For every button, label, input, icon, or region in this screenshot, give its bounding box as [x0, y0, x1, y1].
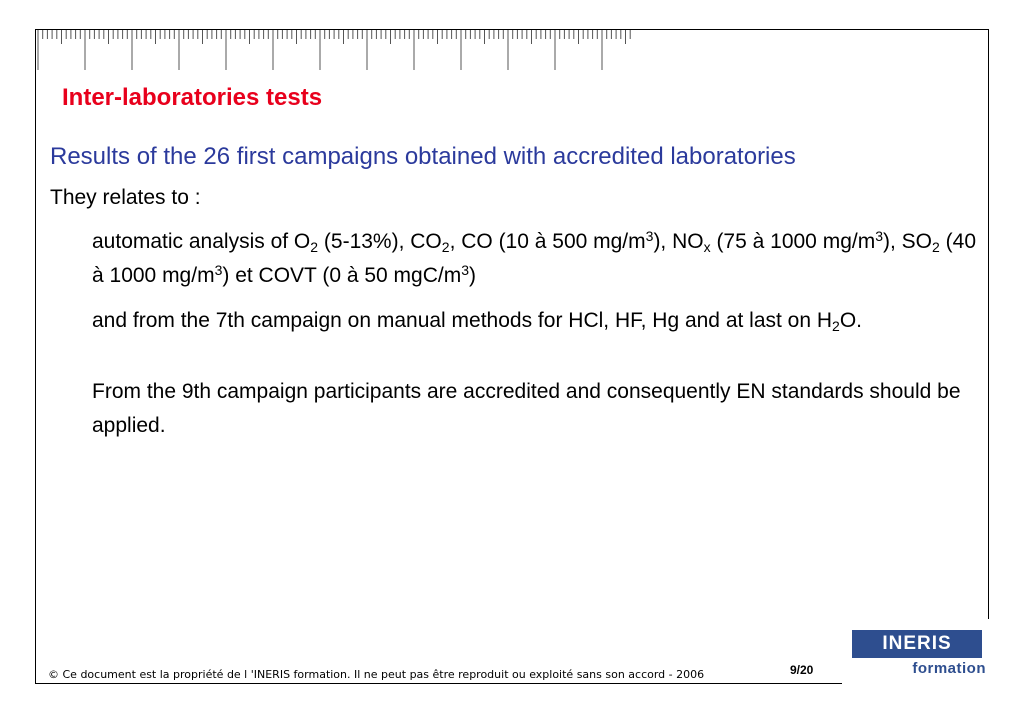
- ruler-decoration: [36, 30, 636, 72]
- ineris-logo: [852, 630, 992, 680]
- logo-wordmark: INERIS: [852, 630, 982, 658]
- logo-subtitle: formation: [912, 660, 986, 677]
- footer-rule: [35, 683, 842, 684]
- footer-copyright: © Ce document est la propriété de l 'INERIS formation. Il ne peut pas être reproduit ou exploité sans son accord - 2006: [48, 668, 705, 681]
- slide-subtitle: Results of the 26 first campaigns obtained with accredited laboratories: [50, 143, 796, 170]
- bullet-accredited: From the 9th campaign participants are accredited and consequently EN standards should be applied.: [92, 380, 961, 437]
- frame-left-border: [35, 29, 36, 684]
- slide-title: Inter-laboratories tests: [62, 84, 323, 111]
- page-number: 9/20: [790, 663, 814, 677]
- bullet-automatic-analysis: automatic analysis of $O_2$ (5-13%), $CO_2$, CO (10 à 500 $mg/m^3$), $NO_x$ (75 à 1000 $mg/m^3$), $SO_2$ (40 à 1000 $mg/m^3$) et COVT (0 à 50 mgC/$m^3$): [92, 228, 976, 287]
- frame-right-border: [988, 29, 989, 619]
- intro-text: They relates to :: [50, 186, 201, 209]
- bullet-manual-methods: and from the 7th campaign on manual methods for HCl, HF, Hg and at last on $H_2O$.: [92, 309, 863, 334]
